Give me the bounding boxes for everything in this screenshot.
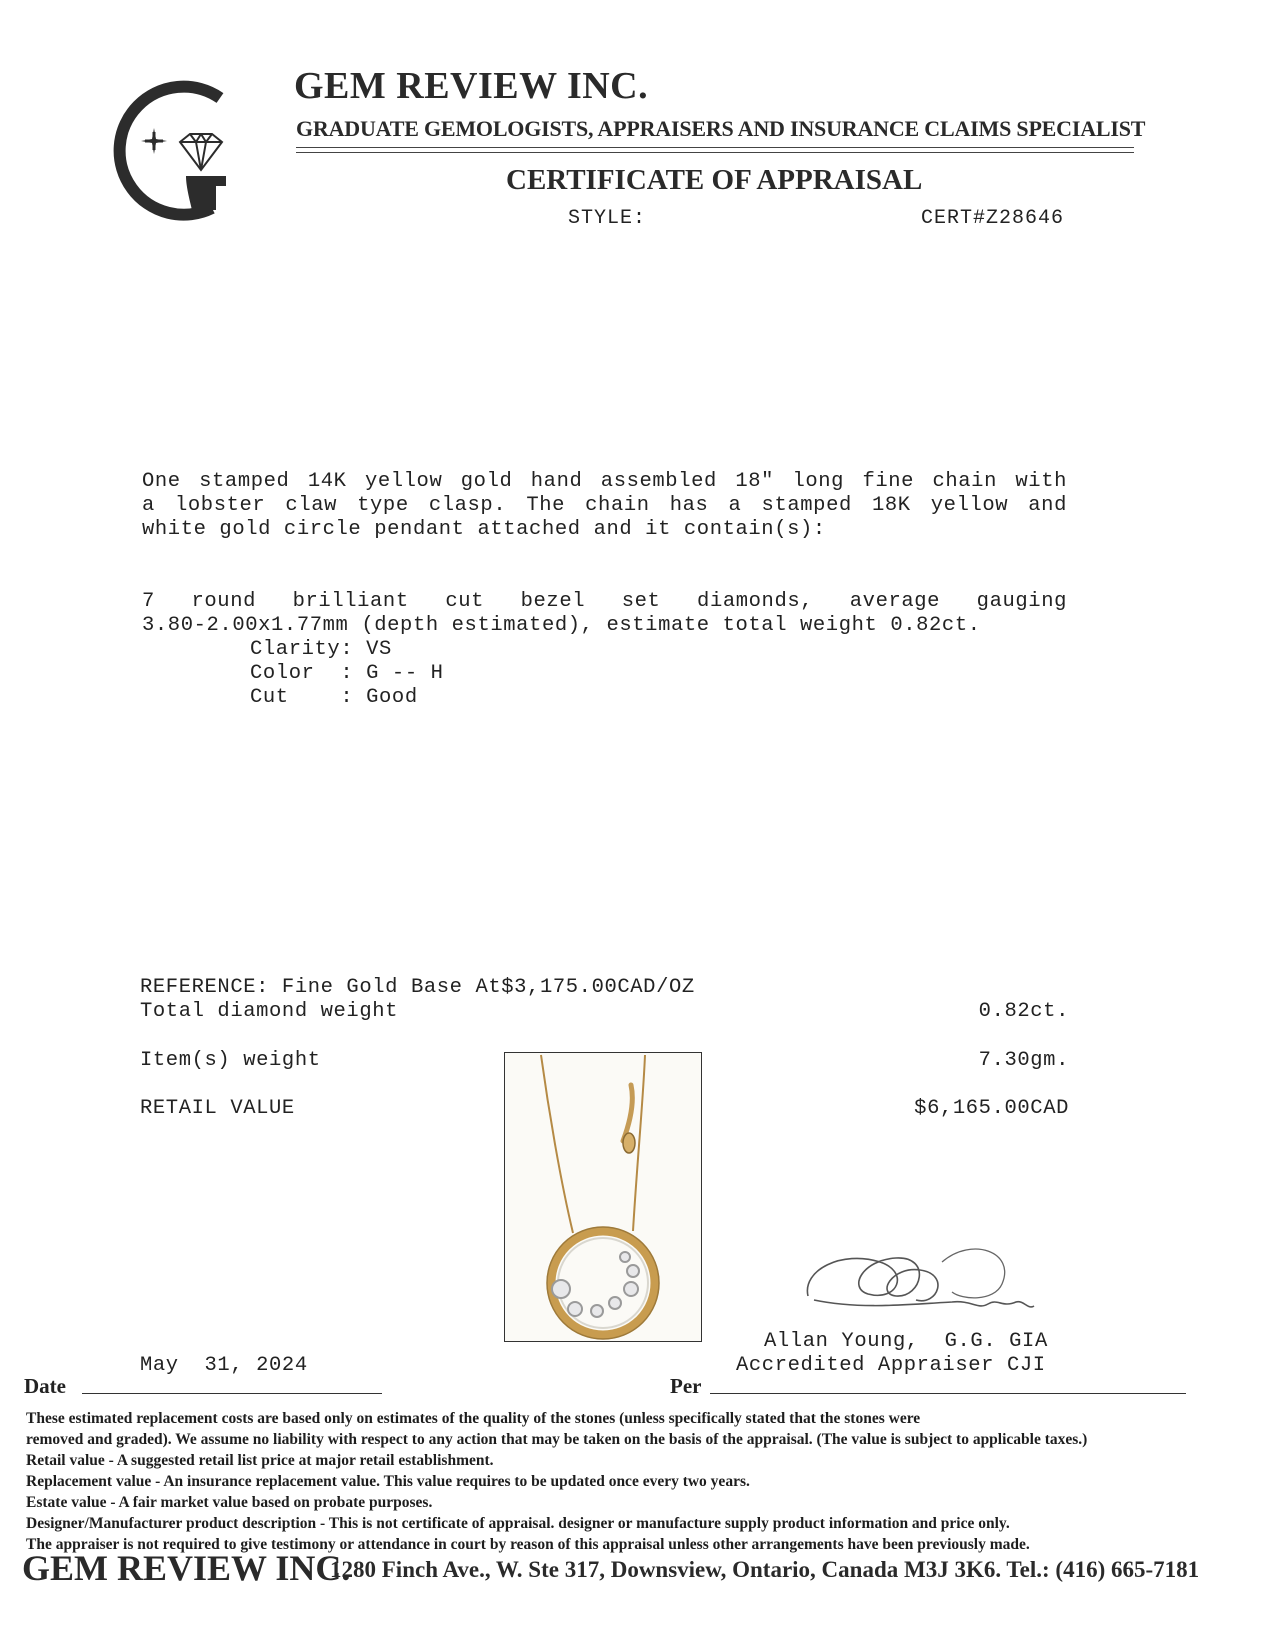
disclaimer-line: removed and graded). We assume no liability with respect to any action that may be taken on the basis of the appraisal. (The value is subject to applicable taxes.) — [26, 1431, 1088, 1448]
per-label: Per — [670, 1374, 702, 1398]
stone-description-line: 3.80-2.00x1.77mm (depth estimated), estimate total weight 0.82ct. — [142, 614, 981, 637]
disclaimer-line: Designer/Manufacturer product description - This is not certificate of appraisal. designer or manufacture supply product information and price only. — [26, 1515, 1010, 1532]
reference-gold-base: REFERENCE: Fine Gold Base At$3,175.00CAD/OZ — [140, 976, 695, 999]
style-label: STYLE: — [568, 207, 647, 230]
disclaimer-line: Retail value - A suggested retail list price at major retail establishment. — [26, 1452, 494, 1469]
total-diamond-weight-label: Total diamond weight — [140, 1000, 399, 1023]
cert-number: CERT#Z28646 — [921, 207, 1065, 230]
document-title: CERTIFICATE OF APPRAISAL — [506, 164, 923, 196]
stone-description-line: 7 round brilliant cut bezel set diamonds, average gauging — [142, 590, 1067, 613]
appraiser-name: Allan Young, G.G. GIA — [764, 1330, 1048, 1353]
date-signature-line — [82, 1393, 382, 1394]
total-diamond-weight-value: 0.82ct. — [978, 1000, 1069, 1023]
appraiser-title: Accredited Appraiser CJI — [736, 1354, 1046, 1377]
retail-value-amount: $6,165.00CAD — [914, 1097, 1069, 1120]
company-name: GEM REVIEW INC. — [294, 65, 649, 107]
company-tagline: GRADUATE GEMOLOGISTS, APPRAISERS AND INSURANCE CLAIMS SPECIALIST — [296, 116, 1146, 141]
clarity-spec: Clarity: VS — [250, 638, 392, 661]
disclaimer-line: These estimated replacement costs are based only on estimates of the quality of the stones (unless specifically stated that the stones were — [26, 1410, 921, 1427]
color-spec: Color : G -- H — [250, 662, 444, 685]
footer-address: 1280 Finch Ave., W. Ste 317, Downsview, Ontario, Canada M3J 3K6. Tel.: (416) 665-7181 — [330, 1557, 1200, 1582]
necklace-photo — [504, 1052, 702, 1342]
description-line: a lobster claw type clasp. The chain has a stamped 18K yellow and — [142, 494, 1067, 517]
company-logo-icon — [108, 76, 248, 224]
disclaimer-line: Replacement value - An insurance replacement value. This value requires to be updated once every two years. — [26, 1473, 750, 1490]
item-weight-label: Item(s) weight — [140, 1049, 321, 1072]
cut-spec: Cut : Good — [250, 686, 418, 709]
disclaimer-line: The appraiser is not required to give testimony or attendance in court by reason of this appraisal unless other arrangements have been previously made. — [26, 1536, 1030, 1553]
disclaimer-line: Estate value - A fair market value based on probate purposes. — [26, 1494, 433, 1511]
date-label: Date — [24, 1374, 66, 1398]
header-divider — [296, 147, 1134, 148]
signature-icon — [802, 1240, 1042, 1320]
appraisal-date: May 31, 2024 — [140, 1354, 308, 1377]
header-divider — [296, 152, 1134, 153]
description-line: white gold circle pendant attached and it contain(s): — [142, 518, 826, 541]
footer-company-name: GEM REVIEW INC. — [22, 1548, 351, 1588]
retail-value-label: RETAIL VALUE — [140, 1097, 295, 1120]
per-signature-line — [710, 1393, 1186, 1394]
item-weight-value: 7.30gm. — [978, 1049, 1069, 1072]
description-line: One stamped 14K yellow gold hand assembled 18" long fine chain with — [142, 470, 1067, 493]
